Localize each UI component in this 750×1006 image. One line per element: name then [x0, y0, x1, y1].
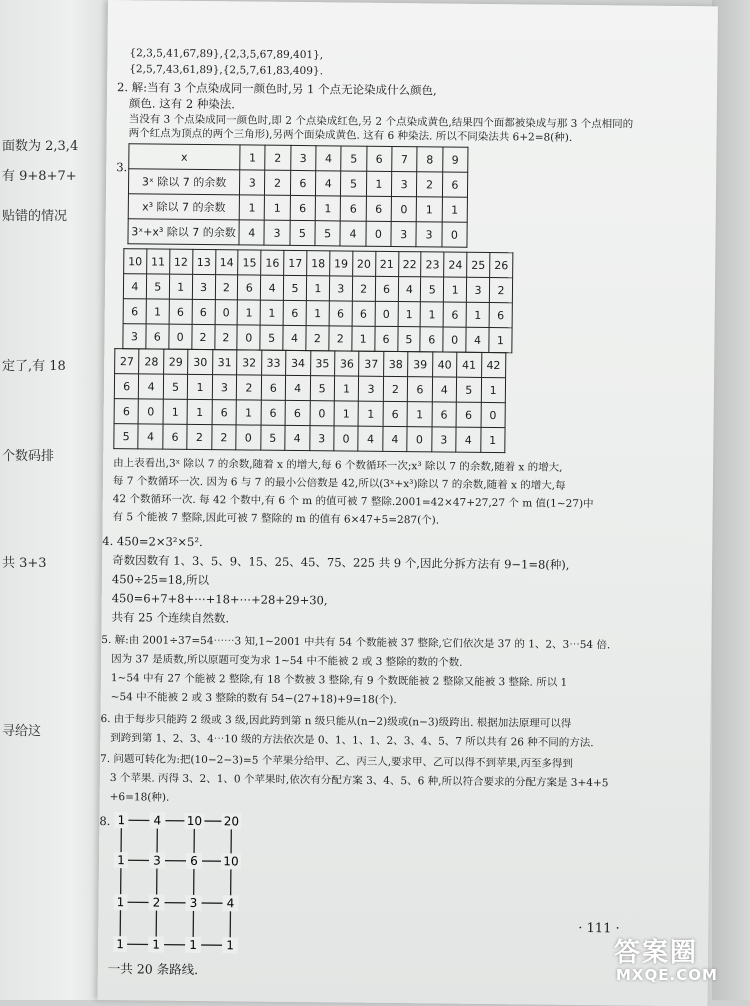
- table-cell: 1: [146, 299, 169, 324]
- table-cell: 6: [261, 375, 286, 400]
- table-cell: 0: [139, 399, 164, 424]
- table-cell: 6: [290, 170, 316, 195]
- table-cell: 30: [188, 349, 213, 374]
- table-cell: 13: [192, 249, 215, 274]
- text-line: 因为 37 是质数,所以原题可变为求 1~54 中不能被 2 或 3 整除的数的个数.: [111, 653, 463, 669]
- table-cell: 0: [481, 402, 506, 427]
- table-cell: 18: [307, 251, 330, 276]
- table-cell: x³ 除以 7 的余数: [128, 194, 239, 220]
- table-cell: 1: [237, 300, 260, 325]
- table-cell: 5: [146, 274, 169, 299]
- grid-node: 1: [116, 937, 125, 952]
- table-cell: 1: [260, 300, 283, 325]
- table-cell: 4: [283, 325, 306, 350]
- table-cell: 42: [481, 352, 506, 377]
- text-line: 5. 解:由 2001÷37=54⋯⋯3 知,1~2001 中共有 54 个数能被 37 整除,它们依次是 37 的 1、2、3⋯54 倍.: [101, 633, 611, 652]
- table-cell: 32: [237, 350, 262, 375]
- table-cell: 1: [352, 326, 375, 351]
- item-label: 3.: [116, 160, 128, 175]
- value-table-1: [127, 143, 468, 248]
- table-cell: 6: [146, 324, 169, 349]
- table-cell: 6: [261, 400, 286, 425]
- table-cell: 7: [392, 146, 418, 171]
- table-cell: 6: [489, 303, 512, 328]
- table-cell: 0: [443, 327, 466, 352]
- table-cell: 5: [341, 171, 367, 196]
- table-cell: 1: [265, 195, 291, 220]
- table-cell: 6: [374, 326, 397, 351]
- table-cell: 4: [398, 277, 421, 302]
- table-cell: 4: [358, 426, 383, 451]
- table-cell: 16: [261, 250, 284, 275]
- table-cell: 2: [417, 172, 443, 197]
- table-cell: 4: [316, 146, 342, 171]
- table-cell: 3: [309, 426, 334, 451]
- table-cell: 5: [341, 146, 367, 171]
- text-line: 3 个苹果. 丙得 3、2、1、0 个苹果时,依次有分配方案 3、4、5、6 种,所以符合要求的分配方案是 3+4+5: [109, 772, 609, 790]
- table-cell: 6: [456, 402, 481, 427]
- table-cell: 6: [443, 302, 466, 327]
- text-line: 2. 解:当有 3 个点染成同一颜色时,另 1 个点无论染成什么颜色,: [117, 80, 437, 98]
- table-cell: 2: [383, 376, 408, 401]
- table-cell: 3: [359, 376, 384, 401]
- table-cell: 0: [237, 325, 260, 350]
- table-cell: 6: [114, 399, 139, 424]
- table-cell: 1: [444, 277, 467, 302]
- left-page-fragment: 定了,有 18: [2, 359, 66, 374]
- table-cell: 25: [467, 252, 490, 277]
- table-cell: 22: [398, 252, 421, 277]
- table-cell: 1: [334, 401, 359, 426]
- table-cell: 4: [261, 275, 284, 300]
- table-cell: 1: [420, 302, 443, 327]
- table-cell: 1: [315, 196, 341, 221]
- table-cell: 6: [383, 401, 408, 426]
- grid-node: 20: [223, 814, 240, 829]
- table-cell: 36: [335, 351, 360, 376]
- grid-node: 1: [117, 813, 126, 828]
- table-cell: 41: [457, 352, 482, 377]
- table-cell: 28: [139, 349, 164, 374]
- table-cell: 38: [383, 351, 408, 376]
- text-line: 一共 20 条路线.: [107, 961, 199, 977]
- table-cell: 6: [238, 275, 261, 300]
- table-cell: 2: [306, 326, 329, 351]
- table-cell: 1: [239, 195, 265, 220]
- table-cell: 5: [163, 374, 188, 399]
- table-cell: 34: [286, 350, 311, 375]
- table-cell: 14: [215, 250, 238, 275]
- table-cell: 1: [407, 402, 432, 427]
- table-cell: 3ˣ+x³ 除以 7 的余数: [128, 219, 239, 245]
- table-cell: 1: [398, 302, 421, 327]
- table-cell: 3: [264, 220, 290, 245]
- table-cell: 6: [123, 299, 146, 324]
- table-cell: 2: [191, 324, 214, 349]
- table-cell: 40: [432, 352, 457, 377]
- table-cell: 5: [310, 376, 335, 401]
- table-cell: 33: [261, 350, 286, 375]
- text-line: 颜色. 这有 2 种染法.: [128, 96, 236, 112]
- table-cell: 1: [169, 274, 192, 299]
- left-page-fragment: 共 3+3: [2, 556, 47, 571]
- table-cell: 5: [397, 327, 420, 352]
- table-cell: 39: [408, 352, 433, 377]
- text-line: 4. 450=2×3²×5².: [102, 533, 203, 550]
- table-cell: 3: [192, 274, 215, 299]
- answer-page: [98, 0, 718, 1006]
- table-cell: 2: [329, 326, 352, 351]
- grid-node: 1: [226, 938, 235, 953]
- table-row: [128, 194, 467, 223]
- table-cell: 1: [366, 171, 392, 196]
- table-cell: 1: [187, 399, 212, 424]
- left-page-fragment: 寻给这: [2, 724, 42, 739]
- value-table-3: [113, 348, 506, 453]
- table-cell: 5: [260, 425, 285, 450]
- table-cell: 6: [163, 424, 188, 449]
- table-cell: 6: [283, 300, 306, 325]
- table-cell: 17: [284, 250, 307, 275]
- table-cell: 6: [408, 377, 433, 402]
- table-cell: 5: [114, 424, 139, 449]
- table-cell: 4: [139, 374, 164, 399]
- table-cell: 6: [341, 196, 367, 221]
- table-cell: 1: [334, 376, 359, 401]
- text-line: 6. 由于每步只能跨 2 级或 3 级,因此跨到第 n 级只能从(n−2)级或(n−3)级跨出. 根据加法原理可以得: [100, 712, 572, 730]
- table-cell: 3: [329, 276, 352, 301]
- left-page-fragment: 个数码排: [2, 449, 55, 464]
- grid-node: 10: [223, 854, 239, 869]
- table-cell: 1: [188, 374, 213, 399]
- table-cell: 6: [212, 400, 237, 425]
- table-cell: 2: [352, 276, 375, 301]
- grid-node: 3: [189, 895, 198, 910]
- table-cell: 3: [431, 427, 456, 452]
- table-cell: 19: [329, 251, 352, 276]
- table-cell: 1: [416, 197, 442, 222]
- grid-node: 1: [117, 853, 125, 868]
- table-cell: 0: [375, 301, 398, 326]
- table-cell: 10: [124, 249, 147, 274]
- table-cell: 6: [192, 299, 215, 324]
- watermark-text: 答案圈: [614, 938, 699, 968]
- left-page-fragment: 有 9+8+7+: [2, 169, 77, 184]
- text-line: {2,5,7,43,61,89},{2,5,7,61,83,409}.: [129, 63, 324, 78]
- table-cell: 2: [265, 145, 291, 170]
- table-cell: 1: [358, 401, 383, 426]
- table-cell: 23: [421, 252, 444, 277]
- text-line: 当没有 3 个点染成同一颜色时,即 2 个点染成红色,另 2 个点染成黄色,结果四个面都被染成与那 3 个点相同的: [128, 113, 634, 131]
- table-cell: 2: [212, 425, 237, 450]
- grid-node: 1: [152, 937, 161, 952]
- table-cell: 4: [383, 426, 408, 451]
- table-cell: 0: [215, 300, 238, 325]
- path-count-grid: [110, 808, 262, 960]
- table-cell: 5: [315, 221, 341, 246]
- table-cell: 6: [375, 276, 398, 301]
- table-cell: 4: [432, 377, 457, 402]
- table-cell: 3: [212, 375, 237, 400]
- table-cell: 20: [352, 251, 375, 276]
- table-cell: 5: [421, 277, 444, 302]
- table-cell: 31: [212, 350, 237, 375]
- table-cell: 3ˣ 除以 7 的余数: [128, 169, 239, 195]
- table-cell: x: [129, 144, 240, 170]
- table-row: [128, 169, 467, 198]
- text-line: 两个红点为顶点的两个三角形),另两个面染成黄色. 这有 6 种染法. 所以不同染法共 6+2=8(种).: [128, 127, 573, 144]
- table-cell: 3: [391, 221, 417, 246]
- table-cell: 0: [236, 425, 261, 450]
- table-cell: 2: [237, 375, 262, 400]
- background-desk: [712, 0, 750, 1000]
- item-label: 8.: [99, 813, 111, 829]
- table-cell: 4: [466, 327, 489, 352]
- table-cell: 0: [334, 426, 359, 451]
- table-cell: 29: [163, 349, 188, 374]
- table-cell: 4: [456, 427, 481, 452]
- table-cell: 5: [260, 325, 283, 350]
- table-cell: 6: [114, 374, 139, 399]
- text-line: 每 7 个数循环一次. 因为 6 与 7 的最小公倍数是 42,所以(3ˣ+x³)除以 7 的余数,随着 x 的增大,每: [112, 475, 566, 492]
- grid-node: 1: [189, 937, 198, 952]
- table-cell: 0: [366, 221, 392, 246]
- grid-node: 10: [186, 813, 203, 829]
- table-cell: 4: [315, 171, 341, 196]
- text-line: 1~54 中有 27 个能被 2 整除,有 18 个数被 3 整除,有 9 个数既能被 2 整除又能被 3 整除. 所以 1: [110, 672, 568, 689]
- table-cell: 1: [489, 328, 512, 353]
- table-cell: 21: [375, 251, 398, 276]
- grid-node: 4: [153, 813, 162, 828]
- site-watermark: [604, 932, 744, 992]
- table-cell: 1: [442, 197, 468, 222]
- left-page-fragment: 面数为 2,3,4: [2, 139, 79, 154]
- text-line: 450÷25=18,所以: [111, 572, 210, 588]
- table-cell: 3: [239, 170, 265, 195]
- table-cell: 4: [340, 221, 366, 246]
- table-cell: 2: [187, 424, 212, 449]
- table-cell: 1: [306, 276, 329, 301]
- text-line: {2,3,5,41,67,89},{2,3,5,67,89,401},: [129, 47, 324, 62]
- table-cell: 0: [391, 196, 417, 221]
- table-cell: 5: [456, 377, 481, 402]
- grid-node: 1: [116, 895, 125, 910]
- table-cell: 11: [147, 249, 170, 274]
- table-cell: 2: [215, 275, 238, 300]
- table-row: [129, 144, 468, 173]
- table-cell: 6: [329, 301, 352, 326]
- left-page-fragment: 贴错的情况: [2, 209, 68, 224]
- text-line: 由上表看出,3ˣ 除以 7 的余数,随着 x 的增大,每 6 个数循环一次;x³ 除以 7 的余数,随着 x 的增大,: [113, 457, 563, 474]
- table-cell: 35: [310, 351, 335, 376]
- text-line: 奇数因数有 1、3、5、9、15、25、45、75、225 共 9 个,因此分拆方法有 9−1=8(种),: [112, 553, 570, 572]
- grid-node: 3: [153, 853, 161, 868]
- table-cell: 8: [417, 147, 443, 172]
- table-cell: 1: [240, 145, 266, 170]
- table-cell: 6: [352, 301, 375, 326]
- table-cell: 6: [290, 195, 316, 220]
- text-line: +6=18(种).: [109, 791, 170, 804]
- table-cell: 6: [366, 196, 392, 221]
- table-cell: 2: [214, 325, 237, 350]
- table-cell: 37: [359, 351, 384, 376]
- table-cell: 3: [290, 145, 316, 170]
- text-line: 共有 25 个连续自然数.: [111, 610, 230, 626]
- table-cell: 24: [444, 252, 467, 277]
- table-cell: 1: [480, 427, 505, 452]
- grid-node: 6: [190, 853, 198, 868]
- table-cell: 3: [466, 277, 489, 302]
- table-cell: 0: [169, 324, 192, 349]
- table-cell: 3: [416, 222, 442, 247]
- text-line: 7. 问题可转化为:把(10−2−3)=5 个苹果分给甲、乙、丙三人,要求甲、乙可以得不到苹果,丙至多得到: [99, 752, 573, 770]
- table-cell: 6: [432, 402, 457, 427]
- table-row: [128, 219, 467, 248]
- table-cell: 4: [239, 220, 265, 245]
- table-cell: 5: [283, 275, 306, 300]
- grid-node: 2: [152, 895, 161, 910]
- text-line: ~54 中不能被 2 或 3 整除的数有 54−(27+18)+9=18(个).: [110, 691, 397, 707]
- table-cell: 6: [420, 327, 443, 352]
- table-cell: 9: [442, 147, 468, 172]
- table-cell: 2: [489, 278, 512, 303]
- grid-node: 4: [226, 896, 235, 911]
- table-cell: 4: [123, 274, 146, 299]
- table-cell: 0: [442, 222, 468, 247]
- table-cell: 3: [391, 171, 417, 196]
- table-cell: 2: [265, 170, 291, 195]
- table-cell: 6: [442, 172, 468, 197]
- table-cell: 4: [138, 424, 163, 449]
- text-line: 450=6+7+8+⋯+18+⋯+28+29+30,: [111, 591, 328, 608]
- table-cell: 6: [169, 299, 192, 324]
- table-cell: 0: [407, 427, 432, 452]
- table-cell: 4: [285, 375, 310, 400]
- table-cell: 1: [466, 302, 489, 327]
- text-line: 有 5 个能被 7 整除,因此可被 7 整除的 m 的值有 6×47+5=287(个).: [112, 511, 440, 527]
- table-cell: 5: [290, 220, 316, 245]
- value-table-2: [122, 248, 513, 353]
- page-number: · 111 ·: [578, 920, 620, 937]
- table-cell: 27: [115, 349, 140, 374]
- table-cell: 0: [310, 401, 335, 426]
- table-cell: 4: [285, 425, 310, 450]
- table-cell: 1: [481, 377, 506, 402]
- table-cell: 3: [123, 324, 146, 349]
- table-cell: 1: [163, 399, 188, 424]
- table-cell: 15: [238, 250, 261, 275]
- table-cell: 6: [366, 146, 392, 171]
- table-cell: 26: [490, 253, 513, 278]
- table-cell: 12: [169, 249, 192, 274]
- text-line: 42 个数循环一次. 每 42 个数中,有 6 个 m 的值可被 7 整除.2001=42×47+27,27 个 m 值(1~27)中: [112, 493, 594, 511]
- table-cell: 1: [306, 301, 329, 326]
- table-row: [114, 424, 505, 453]
- text-line: 到跨到第 1、2、3、4⋯10 级的方法依次是 0、1、1、1、2、3、4、5、7 所以共有 26 种不同的方法.: [110, 732, 594, 750]
- table-cell: 6: [285, 400, 310, 425]
- watermark-url: MXQE.COM: [616, 966, 718, 984]
- table-cell: 1: [236, 400, 261, 425]
